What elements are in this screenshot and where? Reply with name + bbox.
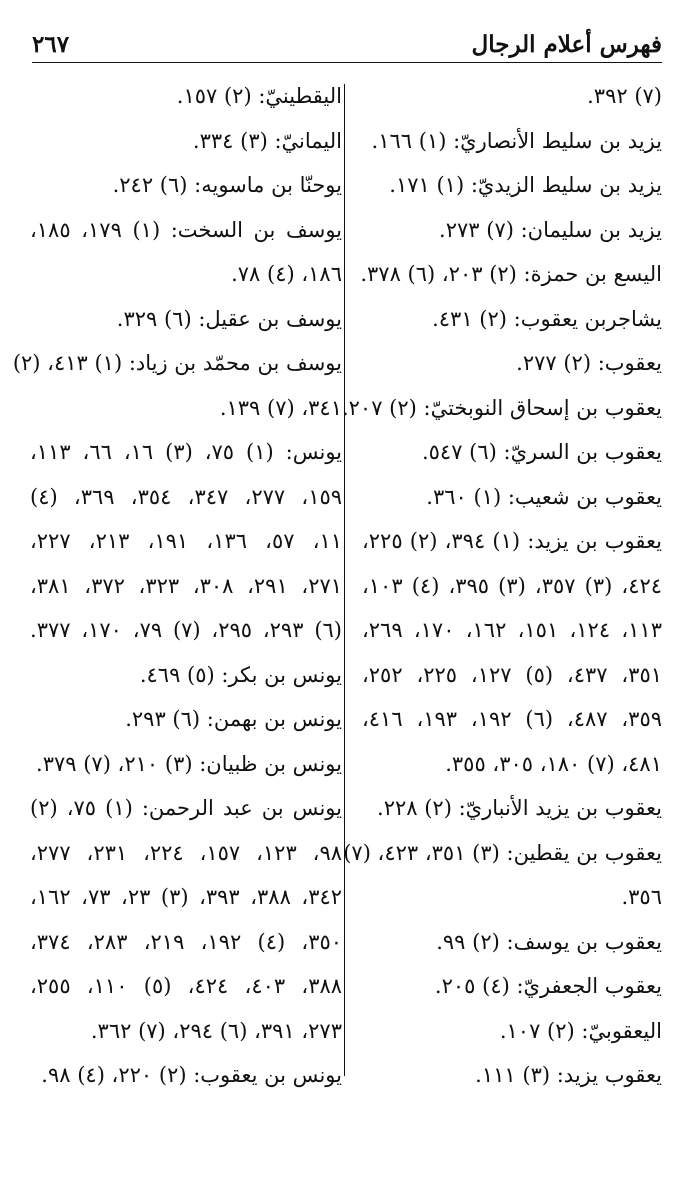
index-line: يونس بن بهمن: (٦) ٢٩٣.: [125, 707, 342, 731]
index-line: ٤٨١، (٧) ١٨٠، ٣٠٥، ٣٥٥.: [445, 751, 662, 776]
index-line: يوسف بن السخت: (١) ١٧٩، ١٨٥،: [30, 217, 343, 242]
index-line: يعقوب: (٢) ٢٧٧.: [516, 351, 662, 375]
index-line: ٣٤١، (٧) ١٣٩.: [219, 395, 342, 420]
header-title: فهرس أعلام الرجال: [471, 31, 662, 58]
index-line: يزيد بن سليمان: (٧) ٢٧٣.: [439, 217, 662, 242]
index-line: ٣٥٠، (٤) ١٩٢، ٢١٩، ٢٨٣، ٣٧٤،: [30, 929, 343, 954]
index-line: يعقوب بن يزيد الأنباريّ: (٢) ٢٢٨.: [377, 796, 662, 820]
index-line: (٧) ٣٩٢.: [587, 84, 662, 108]
index-line: يعقوب بن إسحاق النوبختيّ: (٢) ٢٠٧.: [341, 395, 662, 420]
index-line: يشاجربن يعقوب: (٢) ٤٣١.: [432, 306, 662, 331]
index-line: ٣٨٨، ٤٠٣، ٤٢٤، (٥) ١١٠، ٢٥٥،: [30, 974, 343, 998]
index-line: يوسف بن محمّد بن زياد: (١) ٤١٣، (٢): [12, 351, 342, 375]
index-line: يزيد بن سليط الأنصاريّ: (١) ١٦٦.: [371, 128, 662, 153]
header-rule: [32, 62, 662, 63]
index-line: اليعقوبيّ: (٢) ١٠٧.: [499, 1018, 662, 1043]
running-header: [32, 22, 662, 58]
index-line: يونس بن بكر: (٥) ٤٦٩.: [139, 662, 342, 687]
index-line: يعقوب بن شعيب: (١) ٣٦٠.: [426, 484, 662, 509]
index-line: ٤٢٤، (٣) ٣٥٧، (٣) ٣٩٥، (٤) ١٠٣،: [362, 573, 663, 598]
index-line: ١٨٦، (٤) ٧٨.: [231, 262, 342, 286]
index-line: يعقوب الجعفريّ: (٤) ٢٠٥.: [434, 974, 662, 998]
index-line: (٦) ٢٩٣، ٢٩٥، (٧) ٧٩، ١٧٠، ٣٧٧.: [30, 618, 342, 642]
index-line: ٢٧٣، ٣٩١، (٦) ٢٩٤، (٧) ٣٦٢.: [90, 1018, 342, 1043]
index-line: ١٥٩، ٢٧٧، ٣٤٧، ٣٥٤، ٣٦٩، (٤): [30, 484, 343, 509]
index-line: ١١٣، ١٢٤، ١٥١، ١٦٢، ١٧٠، ٢٦٩،: [362, 618, 662, 642]
index-line: يونس بن يعقوب: (٢) ٢٢٠، (٤) ٩٨.: [41, 1063, 342, 1087]
index-line: يعقوب بن يوسف: (٢) ٩٩.: [436, 929, 662, 954]
index-line: ٣٥٦.: [621, 885, 662, 909]
index-line: ٣٥٩، ٤٨٧، (٦) ١٩٢، ١٩٣، ٤١٦،: [362, 707, 663, 731]
index-line: اليقطينيّ: (٢) ١٥٧.: [176, 84, 342, 108]
index-line: ١١، ٥٧، ١٣٦، ١٩١، ٢١٣، ٢٢٧،: [30, 529, 343, 553]
index-line: اليمانيّ: (٣) ٣٣٤.: [192, 128, 342, 153]
index-line: يعقوب بن السريّ: (٦) ٥٤٧.: [421, 440, 662, 464]
index-line: يونس: (١) ٧٥، (٣) ١٦، ٦٦، ١١٣،: [30, 440, 343, 464]
index-line: يعقوب بن يقطين: (٣) ٣٥١، ٤٢٣، (٧): [343, 840, 662, 865]
index-line: اليسع بن حمزة: (٢) ٢٠٣، (٦) ٣٧٨.: [360, 262, 662, 286]
index-column-right: [341, 74, 663, 1098]
index-line: يونس بن ظبيان: (٣) ٢١٠، (٧) ٣٧٩.: [36, 751, 342, 776]
index-line: ٢٧١، ٢٩١، ٣٠٨، ٣٢٣، ٣٧٢، ٣٨١،: [30, 573, 343, 598]
index-line: يزيد بن سليط الزيديّ: (١) ١٧١.: [389, 173, 662, 197]
index-line: يوسف بن عقيل: (٦) ٣٢٩.: [116, 306, 342, 331]
index-line: ٩٨، ١٢٣، ١٥٧، ٢٢٤، ٢٣١، ٢٧٧،: [30, 840, 342, 865]
column-divider: [344, 84, 345, 1076]
index-line: ٣٥١، ٤٣٧، (٥) ١٢٧، ٢٢٥، ٢٥٢،: [362, 662, 663, 687]
index-line: ٣٤٢، ٣٨٨، ٣٩٣، (٣) ٢٣، ٧٣، ١٦٢،: [30, 885, 343, 909]
index-column-left: [12, 74, 343, 1098]
page-number: ٢٦٧: [32, 31, 70, 58]
index-line: يعقوب يزيد: (٣) ١١١.: [475, 1063, 662, 1087]
index-line: يوحنّا بن ماسويه: (٦) ٢٤٢.: [112, 173, 342, 197]
index-line: يعقوب بن يزيد: (١) ٣٩٤، (٢) ٢٢٥،: [362, 529, 662, 553]
index-line: يونس بن عبد الرحمن: (١) ٧٥، (٢): [30, 796, 342, 820]
